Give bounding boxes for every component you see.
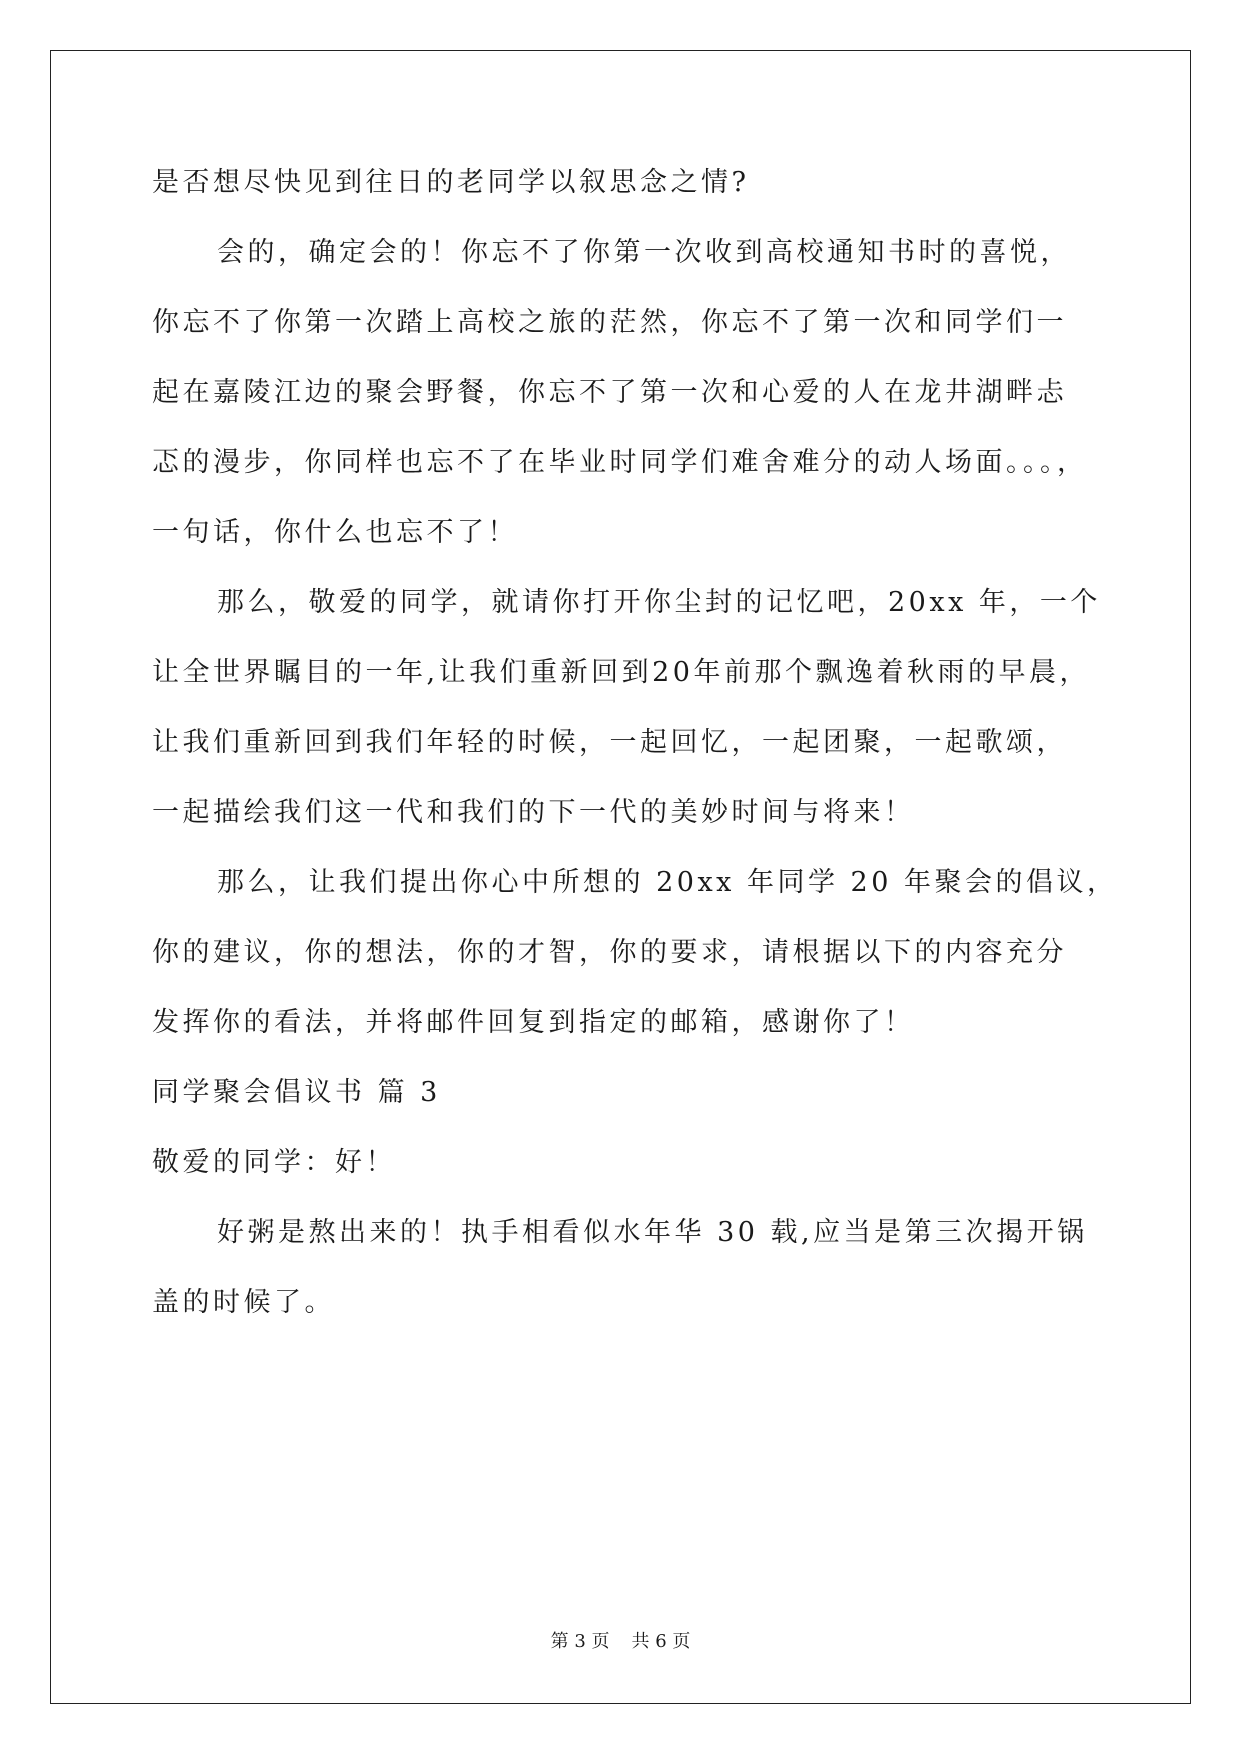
paragraph-line: 是否想尽快见到往日的老同学以叙思念之情? [152,167,750,198]
paragraph-line: 让我们重新回到我们年轻的时候，一起回忆，一起团聚，一起歌颂， [152,727,1067,758]
page-number: 第 3 页 [550,1631,610,1652]
page-total: 共 6 页 [631,1631,691,1652]
paragraph-line: 好粥是熬出来的！执手相看似水年华 30 载,应当是第三次揭开锅 [217,1217,1088,1248]
paragraph-line: 那么，让我们提出你心中所想的 20xx 年同学 20 年聚会的倡议， [217,867,1118,898]
paragraph-line: 会的，确定会的！你忘不了你第一次收到高校通知书时的喜悦， [217,237,1071,268]
paragraph-line: 一起描绘我们这一代和我们的下一代的美妙时间与将来！ [152,797,915,828]
page-footer [0,1632,1241,1652]
paragraph-line: 那么，敬爱的同学，就请你打开你尘封的记忆吧，20xx 年，一个 [217,587,1101,618]
paragraph-line: 盖的时候了。 [152,1287,335,1318]
paragraph-line: 一句话，你什么也忘不了！ [152,517,518,548]
section-heading: 同学聚会倡议书 篇 3 [152,1077,441,1108]
salutation-line: 敬爱的同学：好！ [152,1147,396,1178]
document-body [152,167,1118,1358]
paragraph-line: 让全世界瞩目的一年,让我们重新回到20年前那个飘逸着秋雨的早晨， [152,657,1090,688]
paragraph-line: 你的建议，你的想法，你的才智，你的要求，请根据以下的内容充分 [152,937,1067,968]
paragraph-line: 发挥你的看法，并将邮件回复到指定的邮箱，感谢你了！ [152,1007,915,1038]
paragraph-line: 忑的漫步，你同样也忘不了在毕业时同学们难舍难分的动人场面。。。， [152,447,1088,478]
paragraph-line: 起在嘉陵江边的聚会野餐，你忘不了第一次和心爱的人在龙井湖畔忐 [152,377,1067,408]
paragraph-line: 你忘不了你第一次踏上高校之旅的茫然，你忘不了第一次和同学们一 [152,307,1067,338]
